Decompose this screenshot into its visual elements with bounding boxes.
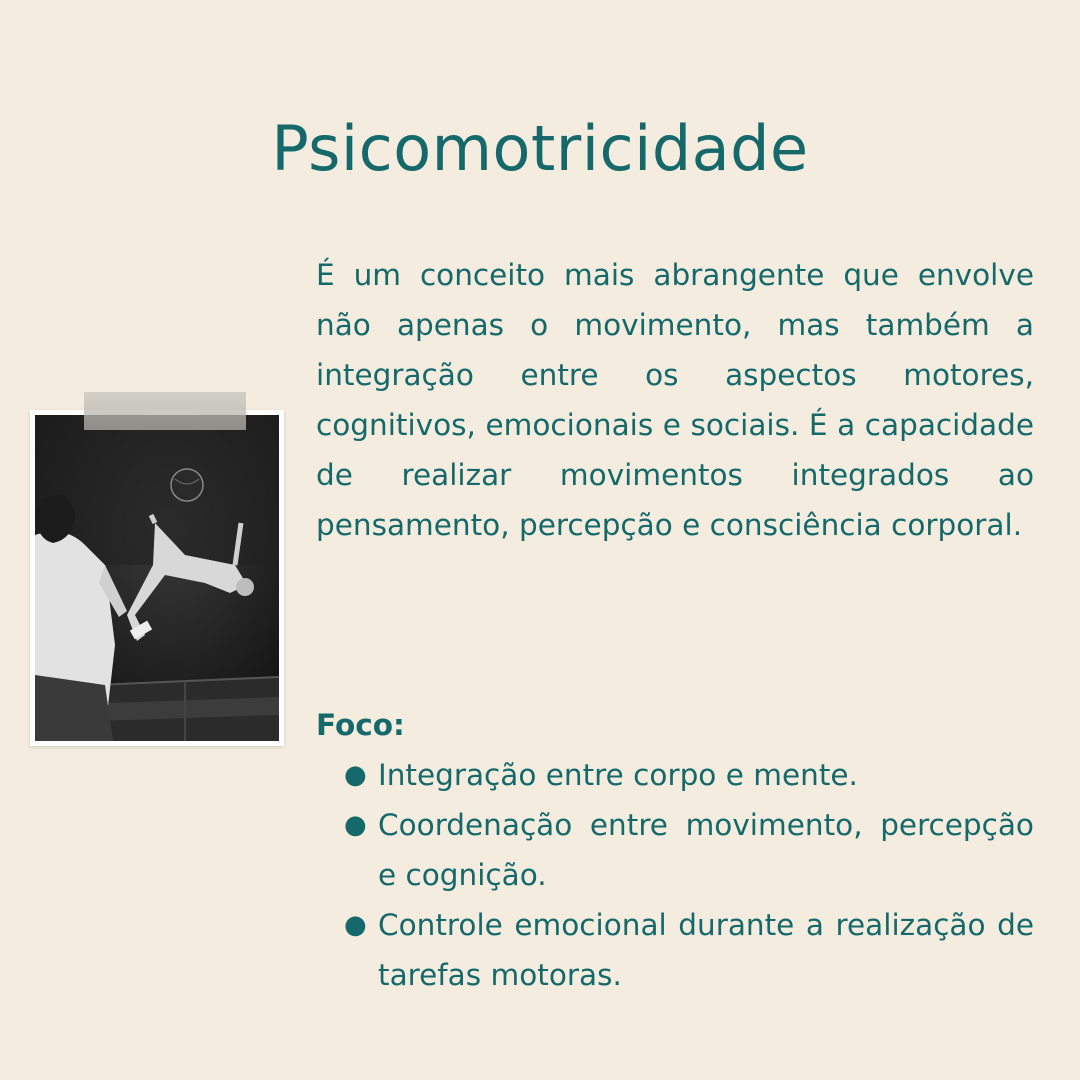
acrobat-photo (35, 415, 279, 741)
list-item (316, 750, 1034, 800)
description-paragraph: É um conceito mais abrangente que envolve não apenas o movimento, mas também a integração entre os aspectos motores, cognitivos, emocionais e sociais. É a capacidade de realizar movimentos integrados ao pensamento, percepção e consciência corporal. (316, 258, 1034, 542)
bullet-icon: ● (344, 910, 367, 940)
page-title: Psicomotricidade (271, 112, 809, 185)
list-item-text: Coordenação entre movimento, percepção e cognição. (378, 808, 1034, 892)
bullet-icon: ● (344, 760, 367, 790)
tape-strip (84, 392, 246, 430)
list-item (316, 800, 1034, 900)
list-item-text: Integração entre corpo e mente. (378, 758, 858, 792)
focus-heading: Foco: (316, 708, 405, 742)
list-item-text: Controle emocional durante a realização de tarefas motoras. (378, 908, 1034, 992)
photo-frame (30, 410, 284, 746)
focus-list (316, 750, 1034, 1000)
list-item (316, 900, 1034, 1000)
bullet-icon: ● (344, 810, 367, 840)
